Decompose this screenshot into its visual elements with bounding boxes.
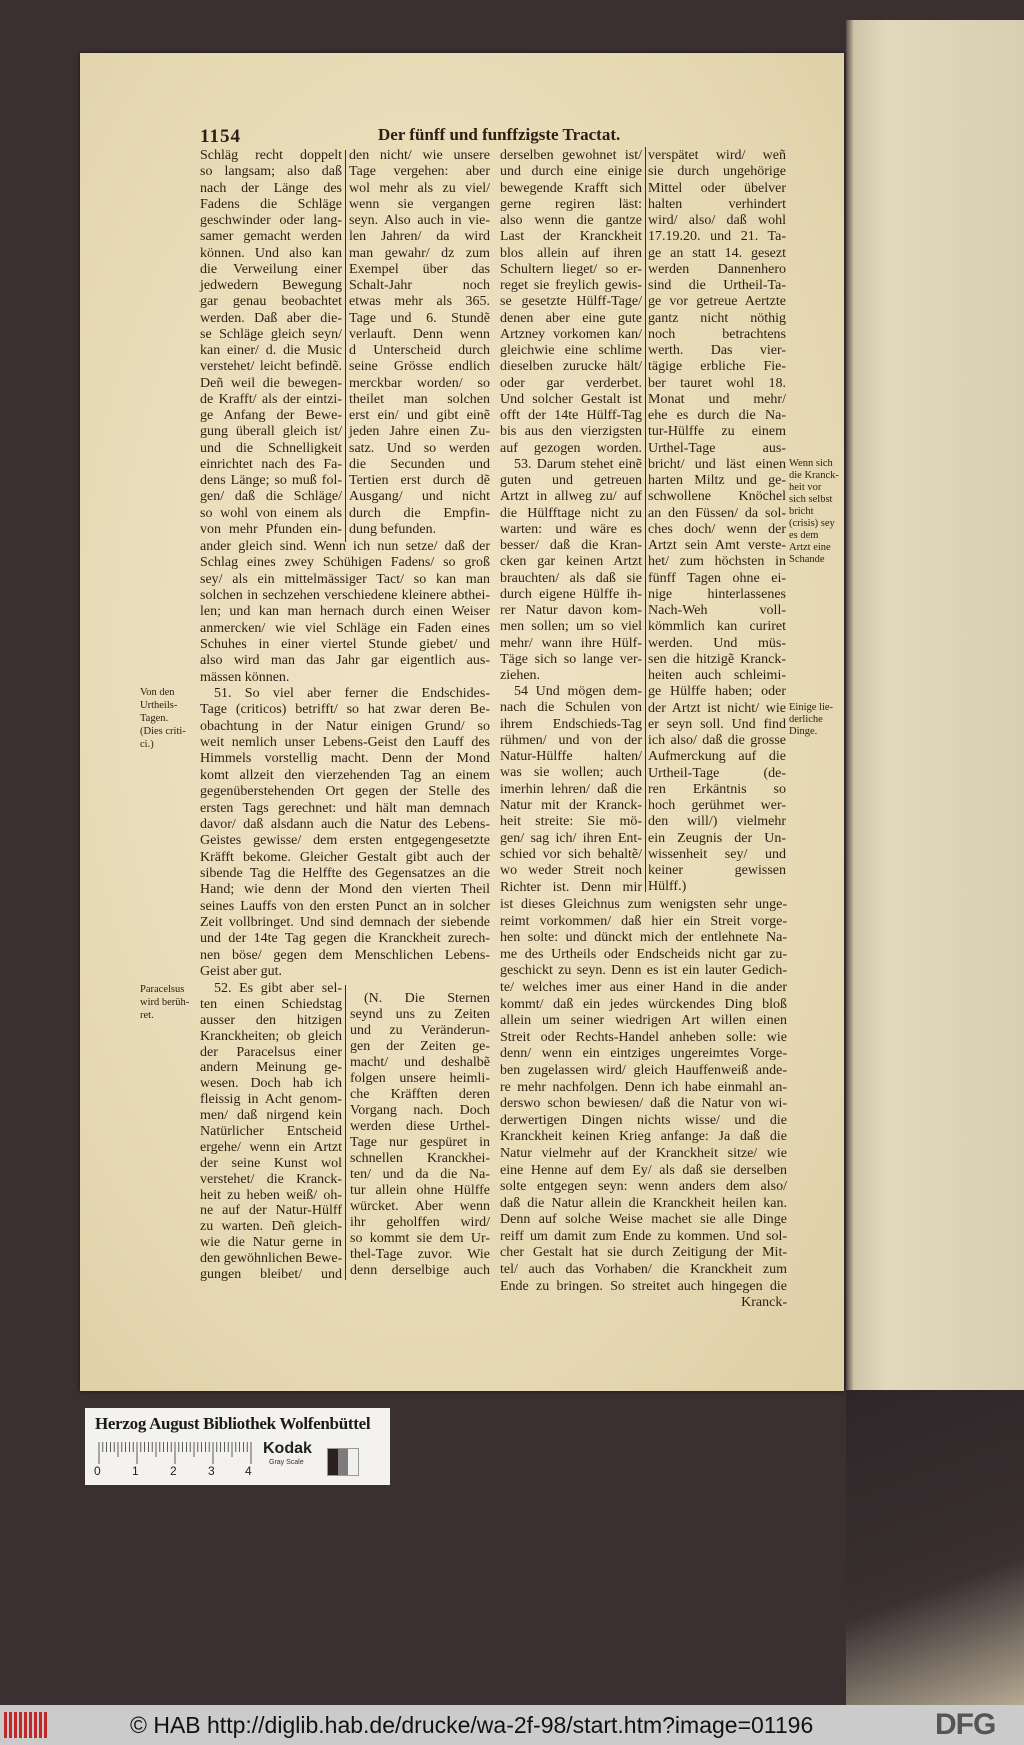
- text-line: Und solcher Gestalt ist: [500, 391, 642, 407]
- text-line: wol mehr als zu viel/: [349, 180, 490, 196]
- text-line: denn derselbige auch: [350, 1263, 490, 1278]
- text-line: ein Zeugnis der Un-: [648, 830, 786, 846]
- text-line: nen böse/ gegen dem Menschlichen Lebens-: [200, 947, 490, 963]
- text-line: gung überall gleich ist/: [200, 424, 342, 440]
- scale-tick-label: 4: [245, 1464, 252, 1478]
- margin-note-right: [789, 702, 844, 738]
- text-line: Kräfft bekome. Gleicher Gestalt gibt auch der: [200, 849, 490, 865]
- text-line: Artzney vorkomen kan/: [500, 326, 642, 342]
- text-line: che Kräfften deren: [350, 1087, 490, 1102]
- text-line: ergehe/ wenn ein Artzt: [200, 1139, 342, 1155]
- text-line: derwertigen Dingen nichts wisse/ und die: [500, 1112, 787, 1128]
- text-line: merckbar worden/ so: [349, 375, 490, 391]
- text-line: Artzt in allweg zu/ auf: [500, 489, 642, 505]
- text-line: Kranckheit keinen Krieg anfange: Ja daß die: [500, 1129, 787, 1145]
- text-line: Monat und mehr/: [648, 391, 786, 407]
- text-line: de Krafft/ als der eintzi-: [200, 391, 342, 407]
- text-line: Tage vergehen: aber: [349, 164, 490, 180]
- text-line: oder gar verderbet.: [500, 375, 642, 391]
- text-line: der Artzt ist nicht/ wie: [648, 700, 786, 716]
- text-line: und durch eine einige: [500, 164, 642, 180]
- running-title: Der fünff und funffzigste Tractat.: [378, 125, 621, 144]
- text-line: gerne regiren läst:: [500, 196, 642, 212]
- text-line: blos allein auf ihren: [500, 245, 642, 261]
- text-line: werden Dannenhero: [648, 261, 786, 277]
- text-line: wenn sie vergangen: [349, 196, 490, 212]
- text-line: man gewahr/ dz zum: [349, 245, 490, 261]
- text-line: cher Gestalt hat sie durch Zeitigung der Mit-: [500, 1245, 787, 1261]
- text-line: fleissig in Acht genom-: [200, 1092, 342, 1108]
- text-line: schnellen Kranckhei-: [350, 1151, 490, 1166]
- left-wide-paragraph: [200, 539, 490, 980]
- text-line: reimt vorkommen/ daß hier ein Streit vorge-: [500, 913, 787, 929]
- text-line: die Verweilung einer: [200, 261, 342, 277]
- text-line: weit nemlich unser Lebens-Geist den Lauff des: [200, 735, 490, 751]
- text-line: rer Natur davon kom-: [500, 603, 642, 618]
- text-line: len; und kan man hernach durch einen Weiser: [200, 604, 490, 620]
- text-line: Geistes gewisse/ dem ersten entgegengesetzte: [200, 833, 490, 849]
- text-line: Tagen.: [140, 713, 169, 724]
- text-line: dung befunden.: [349, 521, 437, 537]
- text-line: Tage und 6. Stundẽ: [349, 310, 490, 326]
- text-line: mässen können.: [200, 669, 290, 685]
- column-rule: [345, 150, 346, 542]
- text-line: Richter ist. Denn mir: [500, 879, 642, 895]
- text-line: Einige lie-: [789, 702, 834, 713]
- text-line: eine Henne auf dem Ey/ als daß sie derselben: [500, 1162, 787, 1178]
- text-line: Paracelsus: [140, 984, 185, 995]
- text-line: mehr/ wann ihre Hülf-: [500, 635, 642, 651]
- text-line: jeden Jahre einen Zu-: [349, 424, 490, 440]
- text-line: Streit oder Rechts-Handel anheben solle: wie: [500, 1029, 787, 1045]
- text-line: solchen in sechzehen verschiedene kleinere abthei-: [200, 588, 490, 604]
- text-line: was sie wollen; auch: [500, 765, 642, 781]
- text-line: und die Schnelligkeit: [200, 440, 342, 456]
- text-line: Mittel oder übelver: [648, 180, 786, 196]
- text-line: andern Meinung ge-: [200, 1060, 342, 1076]
- text-line: gleichwie eine schlime: [500, 343, 642, 358]
- column-2-bottom: [350, 991, 490, 1279]
- text-line: der seine Kunst wol: [200, 1155, 342, 1171]
- text-line: komt allzeit den vierzehenden Tag an einem: [200, 767, 490, 783]
- text-line: Fadens die Schläge: [200, 196, 342, 212]
- text-line: Ende zu bringen. So streitet auch hingegen die: [500, 1278, 787, 1294]
- text-line: schied vor sich behaltẽ/: [500, 846, 642, 862]
- text-line: 52. Es gibt aber sel-: [214, 981, 342, 996]
- text-line: davor/ daß alsdann auch die Natur des Lebens-: [200, 816, 490, 832]
- text-line: ge Hülffe haben; oder: [648, 684, 786, 700]
- text-line: rühmen/ und von der: [500, 732, 642, 748]
- text-line: Artzt sein Amt verste-: [648, 538, 786, 553]
- text-line: ander gleich sind. Wenn ich nun setze/ daß der: [200, 539, 490, 554]
- text-line: ge Anfang der Bewe-: [200, 408, 342, 423]
- text-line: von mehr Pfunden ein-: [200, 521, 342, 537]
- text-line: Urtheil-Tage (de-: [648, 765, 786, 781]
- text-line: also wird man das Jahr gar eigentlich aus-: [200, 653, 490, 669]
- text-line: me des Urtheils oder Endscheids nicht gar zu-: [500, 946, 787, 962]
- text-line: ten einen Schiedstag: [200, 996, 342, 1012]
- hab-logo-icon: [4, 1712, 48, 1738]
- text-line: ge vor getreue Aertzte: [648, 294, 786, 310]
- text-line: ret.: [140, 1010, 154, 1021]
- text-line: ge an statt 14. gesezt: [648, 245, 786, 261]
- text-line: dieselben zurucke hält/: [500, 359, 642, 375]
- text-line: ches doch/ wenn der: [648, 521, 786, 537]
- text-line: Tage nur gespüret in: [350, 1135, 490, 1150]
- text-line: (crisis) sey: [789, 518, 835, 529]
- text-line: samer gemacht werden: [200, 229, 342, 245]
- text-line: verspätet wird/ weñ: [648, 148, 786, 163]
- footer-bar: [0, 1705, 1024, 1745]
- text-line: Zeit vollbringet. Und sind demnach der siebende: [200, 914, 490, 930]
- text-line: gen/ daß die Schläge/: [200, 489, 342, 505]
- text-line: Exempel über das: [349, 261, 490, 277]
- text-line: dens Länge; so muß fol-: [200, 473, 342, 488]
- text-line: tur-Hülffe zu einem: [648, 424, 786, 440]
- text-line: Ausgang/ und nicht: [349, 489, 490, 505]
- text-line: geschickt zu seyn. Denn es ist ein lauter Gedich-: [500, 963, 787, 979]
- text-line: erst ein/ und gibt einẽ: [349, 408, 490, 423]
- text-line: hen solte: und dünckt mich der entlehnete Na-: [500, 930, 787, 946]
- text-line: ehe es durch die Na-: [648, 408, 786, 423]
- text-line: nach der Länge des: [200, 180, 342, 196]
- text-line: derselben gewohnet ist/: [500, 148, 642, 163]
- text-line: werden. Daß aber die-: [200, 310, 342, 326]
- text-line: Urthel-Tage aus-: [648, 440, 786, 456]
- text-line: Urtheils-: [140, 700, 178, 711]
- text-line: heiten auch schleimi-: [648, 668, 786, 683]
- text-line: ziehen.: [500, 668, 541, 683]
- text-line: Schuhes in einer viertel Stunde giebet/ und: [200, 637, 490, 653]
- text-line: Last der Kranckheit: [500, 229, 642, 245]
- margin-note-left: [140, 686, 198, 751]
- text-line: Schultern lieget/ so er-: [500, 261, 642, 277]
- text-line: durch eigene Hülffe ih-: [500, 586, 642, 602]
- text-line: derliche: [789, 714, 823, 725]
- column-1-top: [200, 148, 342, 538]
- text-line: Denn auf solche Weise machet sie alle Dinge: [500, 1212, 787, 1228]
- scale-tick-label: 1: [132, 1464, 139, 1478]
- text-line: ihr geholffen wird/: [350, 1215, 490, 1230]
- text-line: 17.19.20. und 21. Ta-: [648, 229, 786, 245]
- text-line: Hülff.): [648, 879, 687, 895]
- text-line: sen die hitzigẽ Kranck-: [648, 651, 786, 667]
- text-line: und zu Veränderun-: [350, 1023, 490, 1038]
- text-line: Tertien erst durch dẽ: [349, 473, 490, 488]
- text-line: den will/) vielmehr: [648, 814, 786, 830]
- text-line: te/ welches imer aus einer Hand in die ander: [500, 979, 787, 995]
- text-line: halten verhindert: [648, 196, 786, 212]
- text-line: warten: und wäre es: [500, 521, 642, 537]
- text-line: wird berüh-: [140, 997, 190, 1008]
- text-line: verlauft. Denn wenn: [349, 326, 490, 342]
- text-line: werden. Und müs-: [648, 635, 786, 651]
- text-line: sie durch ungehörige: [648, 164, 786, 180]
- text-line: einrichtet nach des Fa-: [200, 456, 342, 472]
- text-line: thel-Tage zuvor. Wie: [350, 1247, 490, 1262]
- text-line: ersten Tags gerechnet: und hält man demnach: [200, 800, 490, 816]
- text-line: ist dieses Gleichnus zum wenigsten sehr unge-: [500, 897, 787, 912]
- text-line: offt der 14te Hülff-Tag: [500, 408, 642, 423]
- text-line: guten und getreuen: [500, 473, 642, 488]
- text-line: macht/ und deshalbẽ: [350, 1055, 490, 1070]
- text-line: se gesetzte Hülff-Tage/: [500, 294, 642, 310]
- kodak-logo: Kodak: [263, 1440, 312, 1457]
- text-line: keiner gewissen: [648, 863, 786, 878]
- text-line: er seyn soll. Und find: [648, 716, 786, 732]
- text-line: würcket. Aber wenn: [350, 1199, 490, 1214]
- text-line: der Paracelsus einer: [200, 1044, 342, 1060]
- text-line: wo weder Streit noch: [500, 863, 642, 879]
- text-line: Himmels vorstellig macht. Denn der Mond: [200, 751, 490, 767]
- right-wide-paragraph: [500, 897, 787, 1312]
- text-line: sibende Tag die Helffte des Gegensatzes an die: [200, 865, 490, 881]
- scale-tick-label: 0: [94, 1464, 101, 1478]
- text-line: werth. Das vier-: [648, 343, 786, 358]
- text-line: harten Miltz und ge-: [648, 473, 786, 488]
- text-line: Tage (criticos) betrifft/ so hat zwar deren Be-: [200, 702, 490, 718]
- text-line: denn/ wenn ein eintziges ungereimtes Vorge-: [500, 1046, 787, 1062]
- text-line: jedwedern Bewegung: [200, 278, 342, 293]
- text-line: die Secunden und: [349, 456, 490, 472]
- text-line: tägige erbliche Fie-: [648, 359, 786, 375]
- text-line: wie die Natur gerne in: [200, 1235, 342, 1251]
- text-line: daß die Natur allein die Kranckheit heilen kan.: [500, 1195, 787, 1211]
- column-rule: [645, 147, 646, 892]
- text-line: heit streite: Sie mö-: [500, 814, 642, 830]
- text-line: wird/ also/ daß wohl: [648, 213, 786, 228]
- text-line: Kranck-: [741, 1295, 787, 1311]
- gray-swatch: [327, 1448, 359, 1476]
- text-line: nige hinterlassenes: [648, 586, 786, 602]
- text-line: Schande: [789, 554, 825, 565]
- text-line: 51. So viel aber ferner die Endschides-: [214, 686, 490, 702]
- text-line: sich selbst: [789, 494, 833, 505]
- text-line: kommt/ daß ein jedes würckendes Ding bloß: [500, 996, 787, 1012]
- text-line: Geist aber gut.: [200, 963, 283, 979]
- text-line: denen aber eine gute: [500, 310, 642, 326]
- text-line: reiff um damit zum Ende zu kommen. Und sol-: [500, 1228, 787, 1244]
- text-line: (Dies criti-: [140, 726, 186, 737]
- text-line: allein um seiner wiedrigen Art willen einen: [500, 1013, 787, 1029]
- copyright-link[interactable]: © HAB http://diglib.hab.de/drucke/wa-2f-98/start.htm?image=01196: [130, 1712, 814, 1738]
- text-line: Schläg recht doppelt: [200, 148, 342, 163]
- text-line: cken gar keinen Artzt: [500, 554, 642, 570]
- text-line: Schalt-Jahr noch: [349, 278, 490, 293]
- text-line: etwas mehr als 365.: [349, 294, 490, 310]
- text-line: gar genau beobachtet: [200, 294, 342, 310]
- text-line: Artzt eine: [789, 542, 831, 553]
- text-line: Täge sich so lange ver-: [500, 651, 642, 667]
- text-line: ben zugelassen wird/ gleich Hauffenweiß ande-: [500, 1062, 787, 1078]
- text-line: die Kranck-: [789, 470, 839, 481]
- column-1-bottom: [200, 981, 342, 1283]
- text-line: seines Lauffs von den ersten Punct an in solcher: [200, 898, 490, 914]
- text-line: brauchten/ als daß sie: [500, 570, 642, 586]
- text-line: es dem: [789, 530, 819, 541]
- text-line: an den Füssen/ da sol-: [648, 505, 786, 521]
- text-line: men sollen; um so viel: [500, 619, 642, 635]
- text-line: Aufmerckung auf die: [648, 749, 786, 765]
- text-line: geschwinder oder lang-: [200, 213, 342, 228]
- text-line: 54 Und mögen dem-: [514, 684, 642, 699]
- text-line: Dinge.: [789, 726, 818, 737]
- text-line: ren Erkäntnis so: [648, 781, 786, 797]
- text-line: seine Grösse endlich: [349, 359, 490, 375]
- text-line: solte entgegen seyn: wenn anders dem also/: [500, 1179, 787, 1195]
- text-line: imerhin lehren/ daß die: [500, 781, 642, 797]
- text-line: fünff Tagen ohne ei-: [648, 570, 786, 586]
- text-line: Natur-Hülffe halten/: [500, 749, 642, 765]
- scale-tick-label: 2: [170, 1464, 177, 1478]
- text-line: sind die Urtheil-Ta-: [648, 278, 786, 293]
- column-3-middle: [500, 684, 642, 896]
- text-line: men/ daß nirgend kein: [200, 1108, 342, 1124]
- text-line: verstehet/ die Kranck-: [200, 1171, 342, 1187]
- institution-label: Herzog August Bibliothek Wolfenbüttel: [95, 1414, 371, 1433]
- text-line: kömmlich kan curiret: [648, 619, 786, 635]
- text-line: bricht: [789, 506, 814, 517]
- text-line: Natürlicher Entscheid: [200, 1124, 342, 1140]
- text-line: ne auf der Natur-Hülff: [200, 1203, 342, 1219]
- text-line: die Hülfftage nicht zu: [500, 505, 642, 521]
- text-line: Natur mit der Kranck-: [500, 798, 642, 814]
- text-line: Natur vielmehr auf der Kranckheit sitze/ wie: [500, 1145, 787, 1161]
- text-line: theilet man solchen: [349, 391, 490, 407]
- text-line: Von den: [140, 687, 175, 698]
- text-line: folgen unsere heimli-: [350, 1071, 490, 1086]
- text-line: anmercken/ wie viel Schläge ein Faden eines: [200, 620, 490, 636]
- text-line: so kommt sie dem Ur-: [350, 1231, 490, 1246]
- text-line: derswo schon bewiesen/ daß die Natur von wi-: [500, 1096, 787, 1112]
- text-line: sey/ als ein mittelmässiger Tact/ so kan man: [200, 571, 490, 587]
- text-line: het/ zum höchsten in: [648, 554, 786, 570]
- text-line: auf gezogen worden.: [500, 440, 642, 456]
- text-line: gungen bleibet/ und: [200, 1267, 342, 1283]
- gray-scale-label: Gray Scale: [269, 1459, 304, 1466]
- text-line: besser/ daß die Kran-: [500, 538, 642, 553]
- text-line: Schlag eines zwey Schühigen Fadens/ so groß: [200, 555, 490, 571]
- text-line: seynd uns zu Zeiten: [350, 1007, 490, 1022]
- text-line: re mehr nachfolgen. Denn ich habe einmahl an-: [500, 1079, 787, 1095]
- text-line: gen/ sag ich/ ihren Ent-: [500, 830, 642, 846]
- text-line: reget sie freylich gewis-: [500, 278, 642, 293]
- dfg-logo: DFG: [935, 1708, 996, 1741]
- margin-note-right: [789, 458, 844, 566]
- text-line: hoch gerühmet wer-: [648, 798, 786, 813]
- text-line: durch die Empfin-: [349, 505, 490, 521]
- text-line: ich also/ daß die grosse: [648, 733, 786, 748]
- text-line: (N. Die Sternen: [364, 991, 490, 1006]
- text-line: obachtung in der Natur einigen Grund/ so: [200, 718, 490, 734]
- text-line: tel/ auch das Vorhaben/ die Kranckheit zum: [500, 1262, 787, 1278]
- page-number: 1154: [200, 126, 241, 147]
- text-line: bricht/ und läst einen: [648, 456, 786, 472]
- margin-note-left: [140, 983, 198, 1022]
- scan-background: [846, 1390, 1024, 1710]
- text-line: seyn. Also auch in vie-: [349, 213, 490, 228]
- text-line: gegenüberstehenden Ort gegen der Stelle des: [200, 784, 490, 800]
- column-rule: [345, 985, 346, 1280]
- text-line: Vorgang nach. Doch: [350, 1103, 490, 1118]
- text-line: zu warten. Deñ gleich-: [200, 1219, 342, 1235]
- text-line: also wenn die gantze: [500, 213, 642, 228]
- text-line: len Jahren/ da wird: [349, 229, 490, 245]
- text-line: so wohl von einem als: [200, 505, 342, 521]
- text-line: ihrem Endschieds-Tag: [500, 716, 642, 732]
- text-line: werden diese Urthel-: [350, 1119, 490, 1134]
- text-line: Kranckheiten; ob gleich: [200, 1028, 342, 1044]
- text-line: Wenn sich: [789, 458, 833, 469]
- text-line: können. Und also kan: [200, 245, 342, 261]
- text-line: Nach-Weh voll-: [648, 603, 786, 618]
- text-line: d Unterscheid durch: [349, 343, 490, 358]
- text-line: schwollene Knöchel: [648, 489, 786, 505]
- text-line: kan einer/ d. die Music: [200, 343, 342, 358]
- text-line: se Schläge gleich seyn/: [200, 326, 342, 342]
- text-line: gen der Zeiten ge-: [350, 1039, 490, 1054]
- text-line: bewegende Krafft sich: [500, 180, 642, 196]
- text-line: tur allein ohne Hülffe: [350, 1183, 490, 1198]
- text-line: ci.): [140, 739, 154, 750]
- text-line: Hand; wie denn der Mond den vierten Theil: [200, 882, 490, 898]
- text-line: 53. Darum stehet einẽ: [514, 456, 642, 472]
- text-line: bis aus den vierzigsten: [500, 424, 642, 440]
- text-line: satz. Und so werden: [349, 440, 490, 456]
- text-line: heit zu heben weiß/ oh-: [200, 1187, 342, 1203]
- column-3-top: [500, 148, 642, 684]
- text-line: den nicht/ wie unsere: [349, 148, 490, 163]
- text-line: ber tauret wohl 18.: [648, 375, 786, 391]
- scale-tick-label: 3: [208, 1464, 215, 1478]
- column-2-top: [349, 148, 490, 538]
- text-line: Deñ weil die bewegen-: [200, 375, 342, 391]
- text-line: nach die Schulen von: [500, 700, 642, 716]
- text-line: gantz nicht nöthig: [648, 310, 786, 326]
- text-line: verstehet/ leicht befindẽ.: [200, 359, 342, 375]
- text-line: heit vor: [789, 482, 822, 493]
- text-line: ten/ und da die Na-: [350, 1167, 490, 1182]
- ruler-icon: [97, 1442, 257, 1464]
- text-line: noch betrachtens: [648, 326, 786, 342]
- column-4: [648, 148, 786, 896]
- text-line: wesen. Doch hab ich: [200, 1076, 342, 1092]
- text-line: so langsam; also daß: [200, 164, 342, 180]
- color-scale-card: [85, 1408, 390, 1485]
- text-line: wissenheit sey/ und: [648, 846, 786, 862]
- text-line: ausser den hitzigen: [200, 1012, 342, 1028]
- text-line: und der 14te Tag gegen die Kranckheit zurech-: [200, 931, 490, 947]
- text-line: den gewöhnlichen Bewe-: [200, 1251, 343, 1267]
